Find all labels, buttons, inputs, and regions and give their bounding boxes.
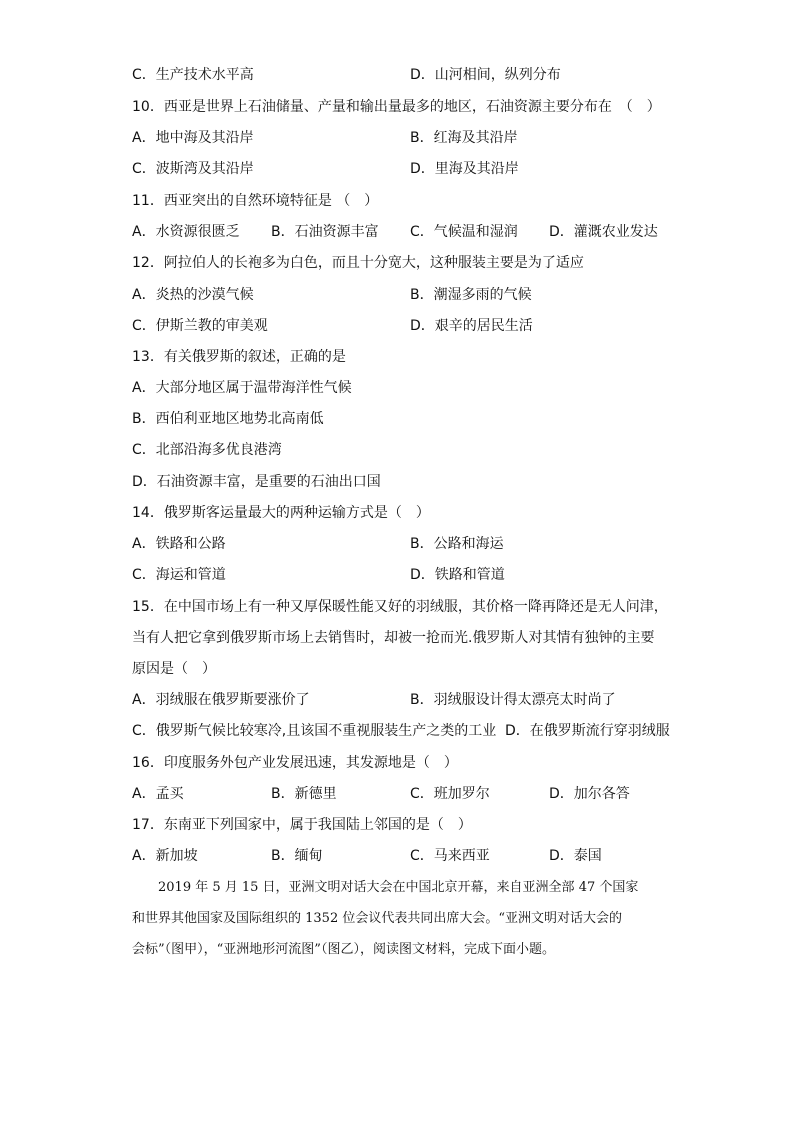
q17-option-d: D．泰国 [549, 848, 602, 864]
q13-option-b: B．西伯利亚地区地势北高南低 [132, 411, 324, 427]
q14-option-a: A．铁路和公路 [132, 536, 226, 552]
q16-option-b: B．新德里 [271, 786, 337, 802]
q10-option-d: D．里海及其沿岸 [410, 161, 519, 177]
q13-stem: 13．有关俄罗斯的叙述，正确的是 [132, 349, 346, 365]
q14-option-b: B．公路和海运 [410, 536, 504, 552]
q11-stem: 11．西亚突出的自然环境特征是 （ ） [132, 193, 379, 209]
q11-option-d: D．灌溉农业发达 [549, 224, 658, 240]
q16-stem: 16．印度服务外包产业发展迅速，其发源地是（ ） [132, 755, 458, 771]
q17-option-a: A．新加坡 [132, 848, 198, 864]
q15-option-d: D．在俄罗斯流行穿羽绒服 [505, 723, 670, 739]
q10-option-c: C．波斯湾及其沿岸 [132, 161, 254, 177]
q16-option-c: C．班加罗尔 [410, 786, 490, 802]
q16-option-a: A．孟买 [132, 786, 184, 802]
q10-stem: 10．西亚是世界上石油储量、产量和输出量最多的地区，石油资源主要分布在 （ ） [132, 99, 661, 115]
q12-option-d: D．艰辛的居民生活 [410, 318, 533, 334]
q14-option-c: C．海运和管道 [132, 567, 226, 583]
q9-option-c: C．生产技术水平高 [132, 67, 254, 83]
q17-option-c: C．马来西亚 [410, 848, 490, 864]
q15-option-c: C．俄罗斯气候比较寒冷,且该国不重视服装生产之类的工业 [132, 723, 497, 739]
q12-stem: 12．阿拉伯人的长袍多为白色，而且十分宽大，这种服装主要是为了适应 [132, 255, 584, 271]
q12-option-c: C．伊斯兰教的审美观 [132, 318, 268, 334]
material-line2: 和世界其他国家及国际组织的 1352 位会议代表共同出席大会。“亚洲文明对话大会的 [132, 911, 622, 926]
q11-option-a: A．水资源很匮乏 [132, 224, 240, 240]
q14-option-d: D．铁路和管道 [410, 567, 505, 583]
q15-stem-line1: 15．在中国市场上有一种又厚保暖性能又好的羽绒服，其价格一降再降还是无人问津， [132, 599, 668, 615]
q10-option-b: B．红海及其沿岸 [410, 130, 518, 146]
q12-option-b: B．潮湿多雨的气候 [410, 287, 532, 303]
q11-option-b: B．石油资源丰富 [271, 224, 379, 240]
q15-option-a: A．羽绒服在俄罗斯要涨价了 [132, 692, 310, 708]
q12-option-a: A．炎热的沙漠气候 [132, 287, 254, 303]
q17-option-b: B．缅甸 [271, 848, 323, 864]
q13-option-c: C．北部沿海多优良港湾 [132, 442, 282, 458]
q11-option-c: C．气候温和湿润 [410, 224, 518, 240]
q14-stem: 14．俄罗斯客运量最大的两种运输方式是（ ） [132, 505, 430, 521]
material-line1: 2019 年 5 月 15 日，亚洲文明对话大会在中国北京开幕，来自亚洲全部 47 个国家 [132, 880, 639, 895]
q15-stem-line2: 当有人把它拿到俄罗斯市场上去销售时，却被一抢而光.俄罗斯人对其情有独钟的主要 [132, 630, 655, 646]
q13-option-a: A．大部分地区属于温带海洋性气候 [132, 380, 352, 396]
q10-option-a: A．地中海及其沿岸 [132, 130, 254, 146]
material-line3: 会标”（图甲），“亚洲地形河流图”（图乙），阅读图文材料，完成下面小题。 [132, 942, 555, 957]
q15-option-b: B．羽绒服设计得太漂亮太时尚了 [410, 692, 616, 708]
q17-stem: 17．东南亚下列国家中，属于我国陆上邻国的是（ ） [132, 817, 472, 833]
q15-stem-line3: 原因是（ ） [132, 661, 216, 677]
q16-option-d: D．加尔各答 [549, 786, 630, 802]
q13-option-d: D．石油资源丰富，是重要的石油出口国 [132, 474, 381, 490]
q9-option-d: D．山河相间，纵列分布 [410, 67, 561, 83]
